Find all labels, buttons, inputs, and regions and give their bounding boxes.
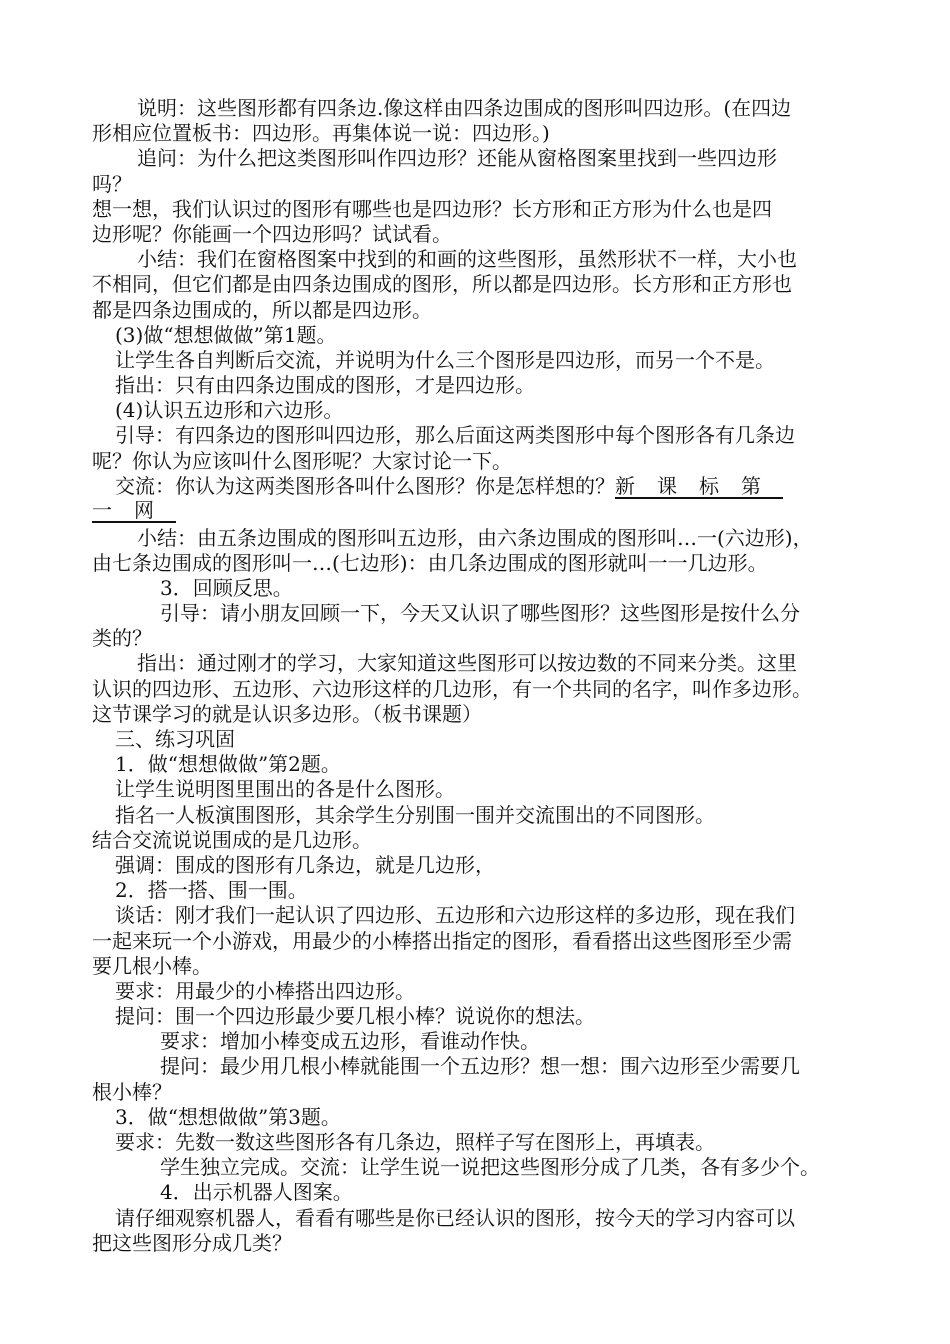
paragraph-line: 1．做“想想做做”第2题。 bbox=[115, 752, 341, 777]
paragraph-line: 强调：围成的图形有几条边，就是几边形， bbox=[115, 852, 495, 877]
paragraph-line: 要求：用最少的小棒搭出四边形。 bbox=[115, 978, 415, 1003]
paragraph-line: 呢？你认为应该叫什么图形呢？大家讨论一下。 bbox=[92, 448, 512, 473]
paragraph-line: 把这些图形分成几类？ bbox=[92, 1230, 292, 1255]
paragraph-line: 让学生各自判断后交流，并说明为什么三个图形是四边形，而另一个不是。 bbox=[115, 347, 775, 372]
paragraph-line bbox=[92, 474, 862, 499]
paragraph-line: 提问：最少用几根小棒就能围一个五边形？想一想：围六边形至少需要几 bbox=[160, 1054, 800, 1079]
paragraph-line: 都是四条边围成的，所以都是四边形。 bbox=[92, 297, 432, 322]
paragraph-line: 根小棒？ bbox=[92, 1079, 172, 1104]
paragraph-line: 结合交流说说围成的是几边形。 bbox=[92, 827, 372, 852]
paragraph-line: 学生独立完成。交流：让学生说一说把这些图形分成了几类，各有多少个。 bbox=[160, 1155, 820, 1180]
paragraph-line: 3．做“想想做做”第3题。 bbox=[115, 1104, 341, 1129]
paragraph-line: 指出：通过刚才的学习，大家知道这些图形可以按边数的不同来分类。这里 bbox=[137, 651, 797, 676]
paragraph-line: 类的？ bbox=[92, 626, 152, 651]
paragraph-line: (4)认识五边形和六边形。 bbox=[115, 398, 344, 423]
watermark-link-text: 新课标第 bbox=[615, 473, 783, 498]
paragraph-line: 要求：增加小棒变成五边形，看谁动作快。 bbox=[160, 1029, 540, 1054]
paragraph-line: 边形呢？你能画一个四边形吗？试试看。 bbox=[92, 221, 452, 246]
paragraph-line: 4．出示机器人图案。 bbox=[160, 1180, 353, 1205]
paragraph-line: 要几根小棒。 bbox=[92, 953, 212, 978]
paragraph-line bbox=[92, 499, 862, 523]
paragraph-line: 形相应位置板书：四边形。再集体说一说：四边形。) bbox=[92, 121, 550, 146]
document-body bbox=[92, 96, 862, 1256]
paragraph-text: 交流：你认为这两类图形各叫什么图形？你是怎样想的？ bbox=[115, 473, 615, 498]
paragraph-line: 提问：围一个四边形最少要几根小棒？说说你的想法。 bbox=[115, 1004, 595, 1029]
paragraph-line: 让学生说明图里围出的各是什么图形。 bbox=[115, 777, 455, 802]
paragraph-line: 说明：这些图形都有四条边.像这样由四条边围成的图形叫四边形。(在四边 bbox=[137, 96, 792, 120]
watermark-link-text: 一网 bbox=[92, 498, 176, 522]
paragraph-line: (3)做“想想做做”第1题。 bbox=[115, 322, 337, 347]
paragraph-line: 2．搭一搭、围一围。 bbox=[115, 878, 308, 903]
paragraph-line: 请仔细观察机器人，看看有哪些是你已经认识的图形，按今天的学习内容可以 bbox=[115, 1205, 795, 1230]
paragraph-line: 要求：先数一数这些图形各有几条边，照样子写在图形上，再填表。 bbox=[115, 1130, 715, 1154]
section-heading: 三、练习巩固 bbox=[115, 727, 235, 751]
paragraph-line: 一起来玩一个小游戏，用最少的小棒搭出指定的图形，看看搭出这些图形至少需 bbox=[92, 928, 792, 953]
paragraph-line: 这节课学习的就是认识多边形。（板书课题） bbox=[92, 701, 482, 726]
paragraph-line: 小结：我们在窗格图案中找到的和画的这些图形，虽然形状不一样，大小也 bbox=[137, 247, 797, 272]
paragraph-line: 指出：只有由四条边围成的图形，才是四边形。 bbox=[115, 373, 535, 398]
paragraph-line: 小结：由五条边围成的图形叫五边形，由六条边围成的图形叫…一(六边形)， bbox=[137, 525, 813, 550]
paragraph-line: 谈话：刚才我们一起认识了四边形、五边形和六边形这样的多边形，现在我们 bbox=[115, 903, 795, 928]
paragraph-line: 引导：有四条边的图形叫四边形，那么后面这两类图形中每个图形各有几条边 bbox=[115, 423, 795, 448]
paragraph-line: 吗？ bbox=[92, 171, 132, 196]
paragraph-line: 引导：请小朋友回顾一下，今天又认识了哪些图形？这些图形是按什么分 bbox=[160, 601, 800, 626]
paragraph-line: 不相同，但它们都是由四条边围成的图形，所以都是四边形。长方形和正方形也 bbox=[92, 272, 792, 297]
paragraph-line: 指名一人板演围图形，其余学生分别围一围并交流围出的不同图形。 bbox=[115, 802, 715, 827]
paragraph-line: 3．回顾反思。 bbox=[160, 575, 293, 600]
paragraph-line: 追问：为什么把这类图形叫作四边形？还能从窗格图案里找到一些四边形 bbox=[137, 146, 777, 171]
paragraph-line: 认识的四边形、五边形、六边形这样的几边形，有一个共同的名字，叫作多边形。 bbox=[92, 676, 812, 701]
paragraph-line: 想一想，我们认识过的图形有哪些也是四边形？长方形和正方形为什么也是四 bbox=[92, 196, 772, 221]
paragraph-line: 由七条边围成的图形叫一…(七边形)：由几条边围成的图形就叫一一几边形。 bbox=[92, 550, 768, 575]
